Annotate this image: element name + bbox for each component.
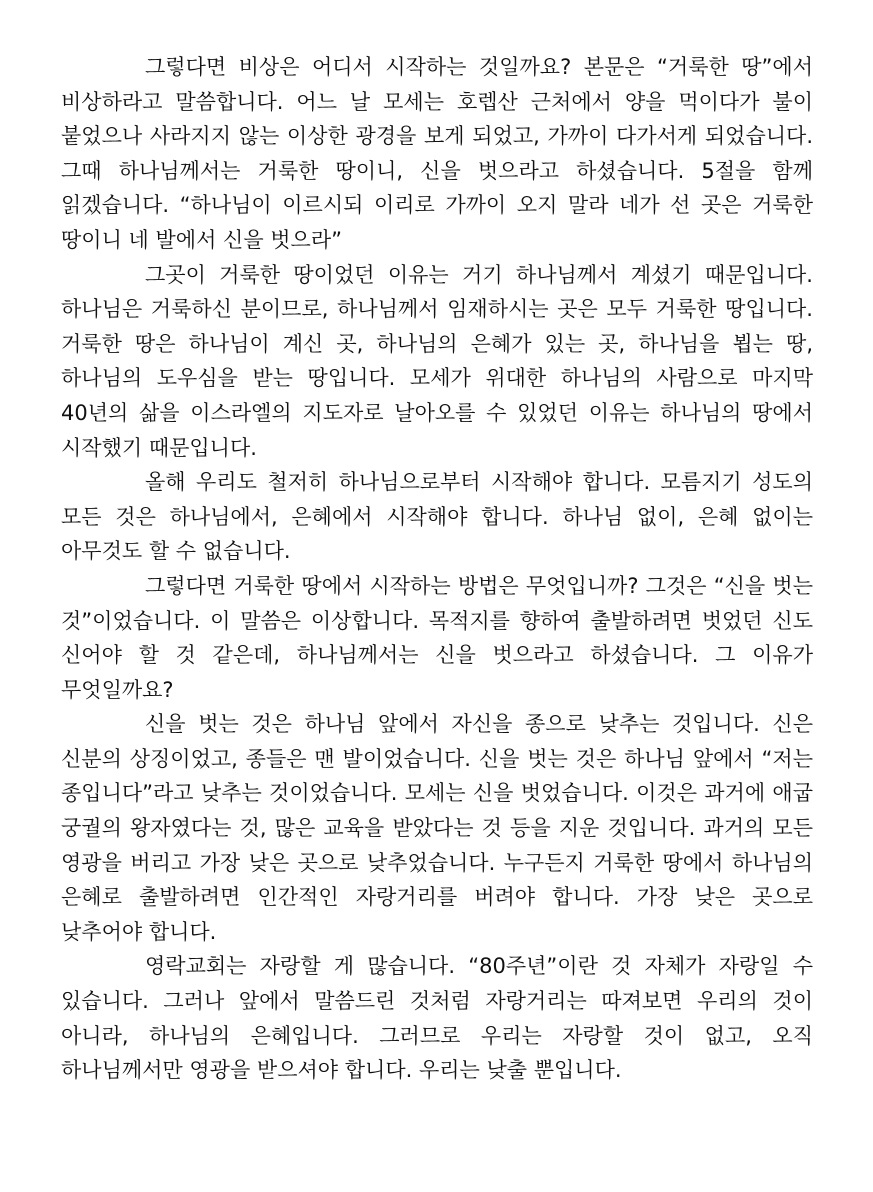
paragraph-3: 올해 우리도 철저히 하나님으로부터 시작해야 합니다. 모름지기 성도의 모든 것은 하나님에서, 은혜에서 시작해야 합니다. 하나님 없이, 은혜 없이는 아무것도 할 수 없습니다.: [61, 470, 813, 564]
paragraph-4: 그렇다면 거룩한 땅에서 시작하는 방법은 무엇입니까? 그것은 “신을 벗는 것”이었습니다. 이 말씀은 이상합니다. 목적지를 향하여 출발하려면 벗었던 신도 신어야 할 것 같은데, 하나님께서는 신을 벗으라고 하셨습니다. 그 이유가 무엇일까요?: [61, 573, 813, 702]
paragraph-6: 영락교회는 자랑할 게 많습니다. “80주년”이란 것 자체가 자랑일 수 있습니다. 그러나 앞에서 말씀드린 것처럼 자랑거리는 따져보면 우리의 것이 아니라, 하나님의 은혜입니다. 그러므로 우리는 자랑할 것이 없고, 오직 하나님께서만 영광을 받으셔야 합니다. 우리는 낮출 뿐입니다.: [61, 954, 813, 1083]
paragraph-5: 신을 벗는 것은 하나님 앞에서 자신을 종으로 낮추는 것입니다. 신은 신분의 상징이었고, 종들은 맨 발이었습니다. 신을 벗는 것은 하나님 앞에서 “저는 종입니다”라고 낮추는 것이었습니다. 모세는 신을 벗었습니다. 이것은 과거에 애굽 궁궐의 왕자였다는 것, 많은 교육을 받았다는 것 등을 지운 것입니다. 과거의 모든 영광을 버리고 가장 낮은 곳으로 낮추었습니다. 누구든지 거룩한 땅에서 하나님의 은혜로 출발하려면 인간적인 자랑거리를 버려야 합니다. 가장 낮은 곳으로 낮추어야 합니다.: [61, 712, 813, 944]
paragraph-2: 그곳이 거룩한 땅이었던 이유는 거기 하나님께서 계셨기 때문입니다. 하나님은 거룩하신 분이므로, 하나님께서 임재하시는 곳은 모두 거룩한 땅입니다. 거룩한 땅은 하나님이 계신 곳, 하나님의 은혜가 있는 곳, 하나님을 뵙는 땅, 하나님의 도우심을 받는 땅입니다. 모세가 위대한 하나님의 사람으로 마지막 40년의 삶을 이스라엘의 지도자로 날아오를 수 있었던 이유는 하나님의 땅에서 시작했기 때문입니다.: [61, 262, 813, 460]
paragraph-1: 그렇다면 비상은 어디서 시작하는 것일까요? 본문은 “거룩한 땅”에서 비상하라고 말씀합니다. 어느 날 모세는 호렙산 근처에서 양을 먹이다가 불이 붙었으나 사라지지 않는 이상한 광경을 보게 되었고, 가까이 다가서게 되었습니다. 그때 하나님께서는 거룩한 땅이니, 신을 벗으라고 하셨습니다. 5절을 함께 읽겠습니다. “하나님이 이르시되 이리로 가까이 오지 말라 네가 선 곳은 거룩한 땅이니 네 발에서 신을 벗으라”: [61, 55, 813, 252]
